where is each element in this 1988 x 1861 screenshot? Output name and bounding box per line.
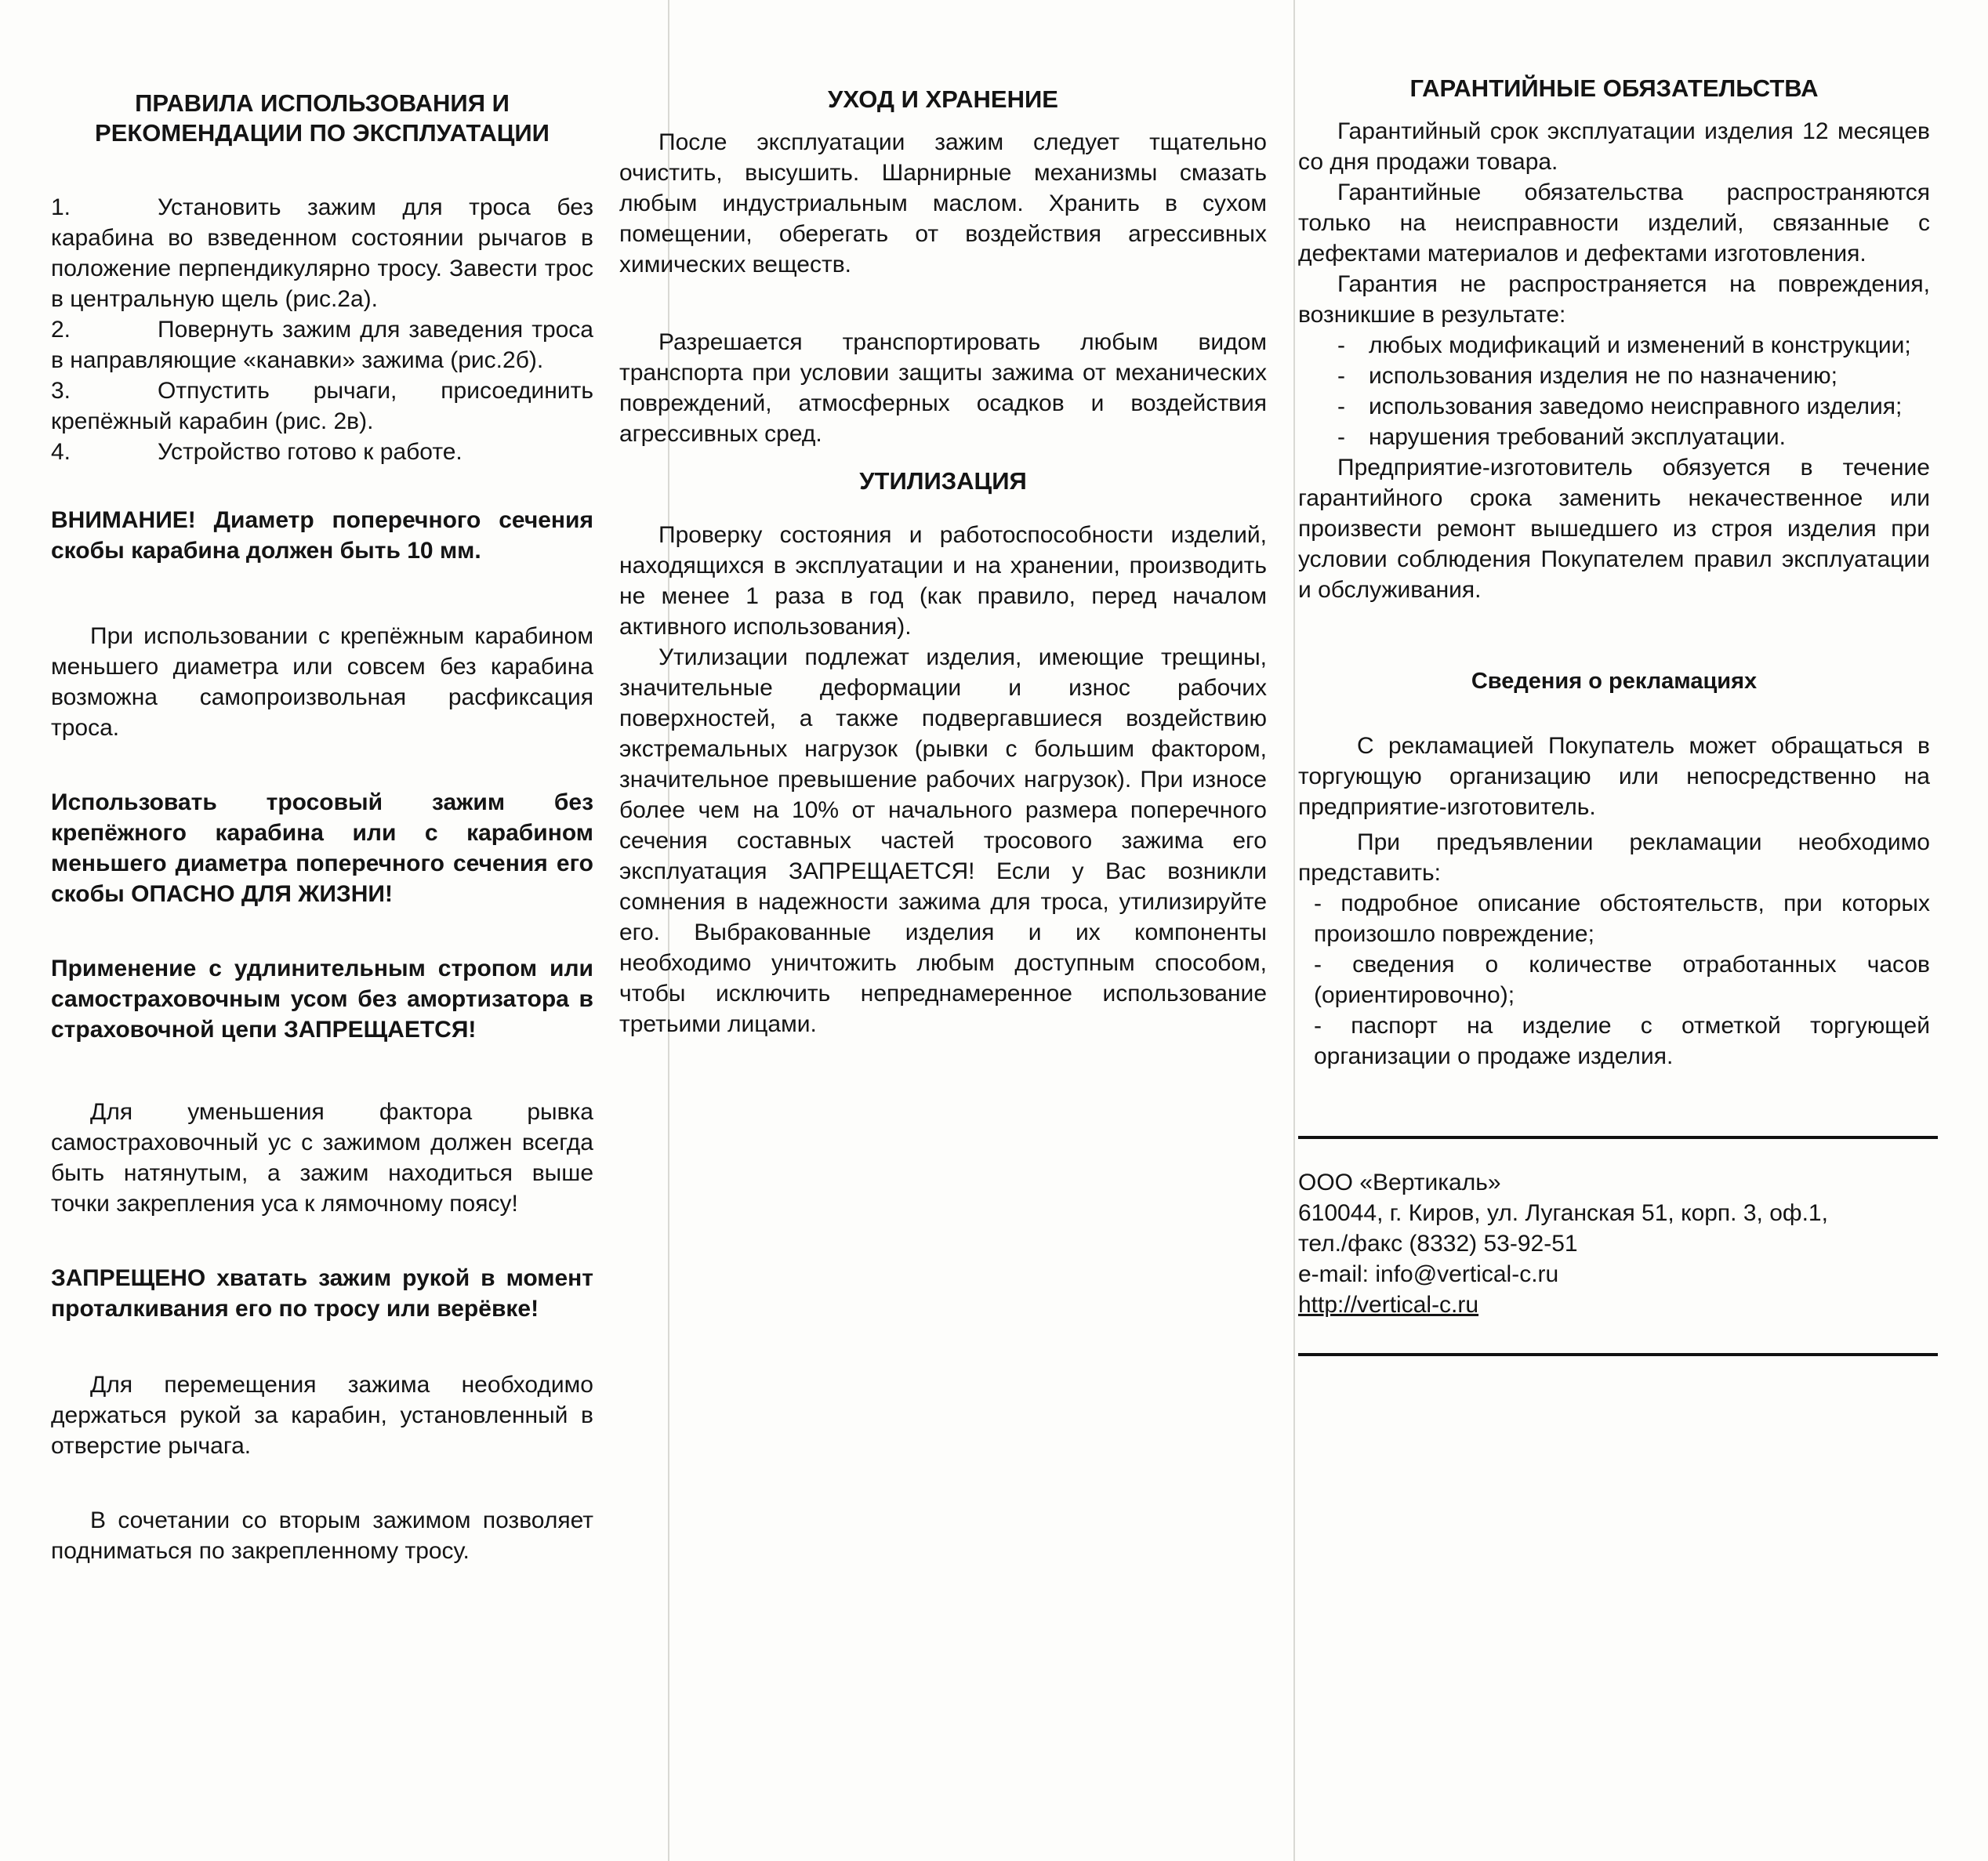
list-item: - любых модификаций и изменений в конструкции;	[1337, 332, 1911, 358]
paragraph-transport: Разрешается транспортировать любым видом транспорта при условии защиты зажима от механических повреждений, атмосферных осадков и воздействия агрессивных сред.	[619, 329, 1267, 447]
requirement-item: - паспорт на изделие с отметкой торгующей организации о продаже изделия.	[1314, 1013, 1930, 1069]
company-address: 610044, г. Киров, ул. Луганская 51, корп. 3, оф.1,	[1298, 1200, 1828, 1226]
column-usage-rules	[51, 0, 593, 1566]
disposal-heading: УТИЛИЗАЦИЯ	[859, 467, 1027, 495]
step-number: 4.	[51, 439, 71, 465]
company-name: ООО «Вертикаль»	[1298, 1170, 1501, 1195]
list-item: - нарушения требований эксплуатации.	[1337, 424, 1786, 450]
list-item	[51, 192, 593, 314]
steps-list	[51, 192, 593, 467]
step-number: 3.	[51, 378, 71, 404]
claims-heading: Сведения о рекламациях	[1471, 669, 1758, 694]
usage-rules-heading: ПРАВИЛА ИСПОЛЬЗОВАНИЯ И РЕКОМЕНДАЦИИ ПО ЭКСПЛУАТАЦИИ	[95, 89, 550, 147]
list-item: - использования заведомо неисправного изделия;	[1337, 394, 1903, 419]
paragraph-disposal: Утилизации подлежат изделия, имеющие трещины, значительные деформации и износ рабочих поверхностей, а также подвергавшиеся воздействию экстремальных нагрузок (рывки с большим фактором, значительное превышение рабочих нагрузок). При износе более чем на 10% от начального размера поперечного сечения составных частей тросового зажима его эксплуатация ЗАПРЕЩАЕТСЯ! Если у Вас возникли сомнения в надежности зажима для троса, утилизируйте его. Выбракованные изделия и их компоненты необходимо уничтожить любым доступным способом, чтобы исключить непреднамеренное использование третьими лицами.	[619, 644, 1267, 1037]
care-storage-heading: УХОД И ХРАНЕНИЕ	[828, 85, 1058, 113]
requirement-item: - подробное описание обстоятельств, при которых произошло повреждение;	[1314, 891, 1930, 947]
exclusions-list	[1298, 330, 1930, 452]
column-care-disposal	[619, 0, 1267, 1039]
warranty-heading: ГАРАНТИЙНЫЕ ОБЯЗАТЕЛЬСТВА	[1409, 74, 1819, 102]
step-text: Устройство готово к работе.	[158, 439, 463, 465]
divider-bottom	[1298, 1353, 1938, 1356]
company-phone: тел./факс (8332) 53-92-51	[1298, 1231, 1578, 1257]
paragraph-jerk-factor: Для уменьшения фактора рывка самостраховочный ус с зажимом должен всегда быть натянутым, а зажим находиться выше точки закрепления уса к лямочному поясу!	[51, 1099, 593, 1217]
list-item	[51, 437, 593, 467]
warning-carabiner-diameter: ВНИМАНИЕ! Диаметр поперечного сечения скобы карабина должен быть 10 мм.	[51, 507, 593, 564]
company-website-link[interactable]: http://vertical-c.ru	[1298, 1292, 1479, 1318]
paragraph-warranty-scope: Гарантийные обязательства распространяются только на неисправности изделий, связанные с дефектами материалов и дефектами изготовления.	[1298, 180, 1930, 267]
paragraph-claims: С рекламацией Покупатель может обращаться в торгующую организацию или непосредственно на предприятие-изготовитель.	[1298, 733, 1930, 820]
list-item	[51, 314, 593, 375]
step-text: Отпустить рычаги, присоединить крепёжный карабин (рис. 2в).	[51, 378, 593, 434]
contacts-block	[1298, 1167, 1930, 1320]
paragraph-warranty-period: Гарантийный срок эксплуатации изделия 12 месяцев со дня продажи товара.	[1298, 118, 1930, 175]
step-text: Установить зажим для троса без карабина во взведенном состоянии рычагов в положение перпендикулярно тросу. Завести трос в центральную щель (рис.2а).	[51, 194, 593, 312]
column-warranty	[1298, 0, 1930, 1356]
list-item	[51, 375, 593, 437]
warning-do-not-grab: ЗАПРЕЩЕНО хватать зажим рукой в момент проталкивания его по тросу или верёвке!	[51, 1265, 593, 1322]
paragraph-warranty-exclusions: Гарантия не распространяется на повреждения, возникшие в результате:	[1298, 271, 1930, 328]
paragraph-claims-requirements: При предъявлении рекламации необходимо представить:	[1298, 829, 1930, 886]
step-number: 1.	[51, 194, 71, 220]
paragraph-inspection: Проверку состояния и работоспособности изделий, находящихся в эксплуатации и на хранении, производить не менее 1 раза в год (как правило, перед началом активного использования).	[619, 522, 1267, 640]
divider-top	[1298, 1136, 1938, 1139]
fold-line-right	[1293, 0, 1295, 1861]
warning-extension-sling: Применение с удлинительным стропом или самостраховочным усом без амортизатора в страховочной цепи ЗАПРЕЩАЕТСЯ!	[51, 956, 593, 1043]
step-number: 2.	[51, 317, 71, 343]
paragraph-moving-clamp: Для перемещения зажима необходимо держаться рукой за карабин, установленный в отверстие рычага.	[51, 1372, 593, 1459]
list-item: - использования изделия не по назначению;	[1337, 363, 1837, 389]
paragraph-smaller-carabiner: При использовании с крепёжным карабином меньшего диаметра или совсем без карабина возможна самопроизвольная расфиксация троса.	[51, 623, 593, 741]
paragraph-manufacturer-obligation: Предприятие-изготовитель обязуется в течение гарантийного срока заменить некачественное или произвести ремонт вышедшего из строя изделия при условии соблюдения Покупателем правил эксплуатации и обслуживания.	[1298, 455, 1930, 603]
requirement-item: - сведения о количестве отработанных часов (ориентировочно);	[1314, 952, 1930, 1008]
warning-danger-to-life: Использовать тросовый зажим без крепёжного карабина или с карабином меньшего диаметра поперечного сечения его скобы ОПАСНО ДЛЯ ЖИЗНИ!	[51, 789, 593, 907]
paragraph-second-clamp: В сочетании со вторым зажимом позволяет подниматься по закрепленному тросу.	[51, 1507, 593, 1564]
paragraph-care: После эксплуатации зажим следует тщательно очистить, высушить. Шарнирные механизмы смазать любым индустриальным маслом. Хранить в сухом помещении, оберегать от воздействия агрессивных химических веществ.	[619, 129, 1267, 278]
step-text: Повернуть зажим для заведения троса в направляющие «канавки» зажима (рис.2б).	[51, 317, 593, 373]
company-email: e-mail: info@vertical-c.ru	[1298, 1261, 1559, 1287]
